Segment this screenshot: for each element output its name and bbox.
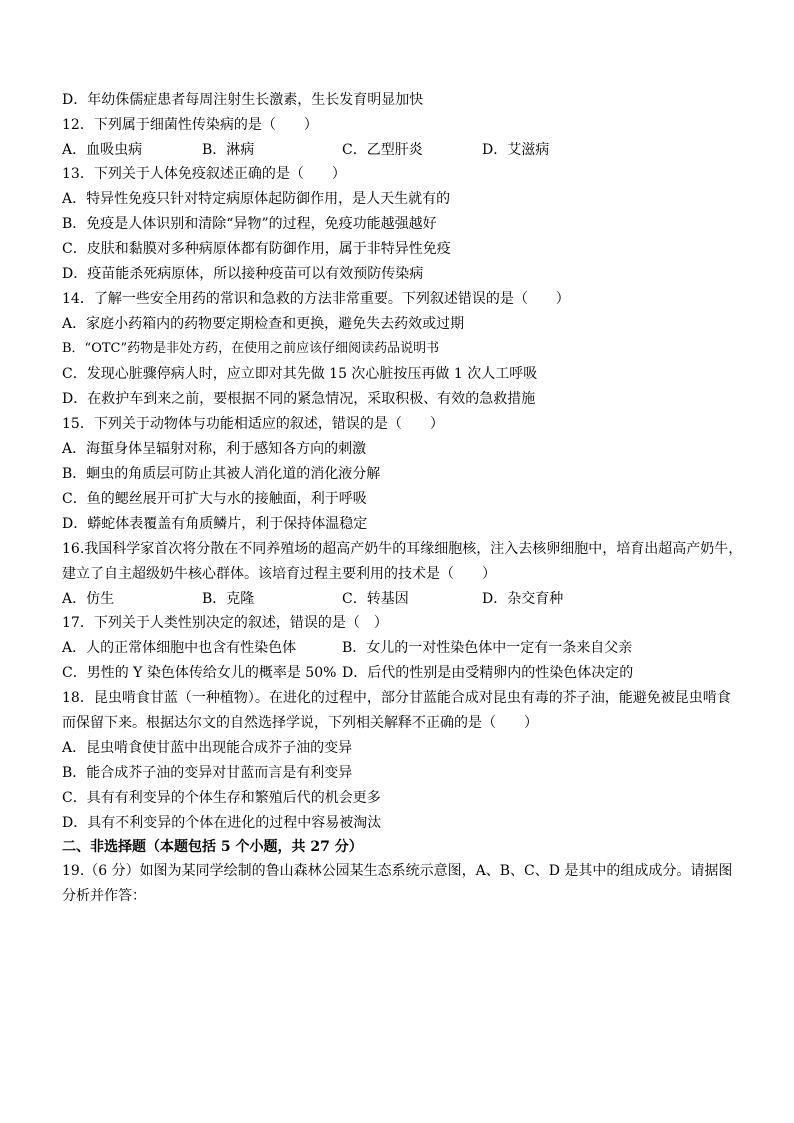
q16-option-d: D．杂交育种 xyxy=(482,591,564,607)
q16-stem-line1: 16.我国科学家首次将分散在不同养殖场的超高产奶牛的耳缘细胞核，注入去核卵细胞中，培育出超高产奶牛， xyxy=(62,541,743,557)
q11-option-d: D．年幼侏儒症患者每周注射生长激素，生长发育明显加快 xyxy=(62,92,424,108)
q17-stem: 17．下列关于人类性别决定的叙述，错误的是（ ） xyxy=(62,615,388,631)
q18-stem-line2: 而保留下来。根据达尔文的自然选择学说，下列相关解释不正确的是（ ） xyxy=(62,715,538,731)
q18-option-c: C．具有有利变异的个体生存和繁殖后代的机会更多 xyxy=(62,790,381,806)
q15-option-c: C．鱼的鳃丝展开可扩大与水的接触面，利于呼吸 xyxy=(62,491,367,507)
q13-option-a: A．特异性免疫只针对特定病原体起防御作用，是人天生就有的 xyxy=(62,191,451,207)
q16-stem-line2: 建立了自主超级奶牛核心群体。该培育过程主要利用的技术是（ ） xyxy=(62,566,496,582)
q12-option-b: B．淋病 xyxy=(202,142,255,158)
section-2-title: 二、非选择题（本题包括 5 个小题，共 27 分） xyxy=(62,839,363,855)
q17-option-a: A．人的正常体细胞中也含有性染色体 xyxy=(62,640,297,656)
q17-option-c: C．男性的 Y 染色体传给女儿的概率是 50% xyxy=(62,665,337,681)
q19-stem-line2: 分析并作答： xyxy=(62,888,146,904)
q14-option-d: D．在救护车到来之前，要根据不同的紧急情况，采取积极、有效的急救措施 xyxy=(62,391,536,407)
q18-option-a: A．昆虫啃食使甘蓝中出现能合成芥子油的变异 xyxy=(62,740,353,756)
q13-stem: 13．下列关于人体免疫叙述正确的是（ ） xyxy=(62,166,346,182)
q18-option-d: D．具有不利变异的个体在进化的过程中容易被淘汰 xyxy=(62,815,382,831)
q15-option-d: D．蟒蛇体表覆盖有角质鳞片，利于保持体温稳定 xyxy=(62,516,368,532)
q12-option-d: D．艾滋病 xyxy=(482,142,550,158)
q14-option-b: B．“OTC”药物是非处方药，在使用之前应该仔细阅读药品说明书 xyxy=(62,341,440,356)
q14-stem: 14．了解一些安全用药的常识和急救的方法非常重要。下列叙述错误的是（ ） xyxy=(62,291,570,307)
q13-option-c: C．皮肤和黏膜对多种病原体都有防御作用，属于非特异性免疫 xyxy=(62,241,451,257)
q16-option-b: B．克隆 xyxy=(202,591,255,607)
q14-option-c: C．发现心脏骤停病人时，应立即对其先做 15 次心脏按压再做 1 次人工呼吸 xyxy=(62,366,538,382)
q13-option-d: D．疫苗能杀死病原体，所以接种疫苗可以有效预防传染病 xyxy=(62,266,424,282)
q18-stem-line1: 18．昆虫啃食甘蓝（一种植物）。在进化的过程中，部分甘蓝能合成对昆虫有毒的芥子油，能避免被昆虫啃食 xyxy=(62,690,731,706)
q17-option-b: B．女儿的一对性染色体中一定有一条来自父亲 xyxy=(342,640,633,656)
q12-stem: 12．下列属于细菌性传染病的是（ ） xyxy=(62,117,318,133)
q12-option-a: A．血吸虫病 xyxy=(62,142,143,158)
q14-option-a: A．家庭小药箱内的药物要定期检查和更换，避免失去药效或过期 xyxy=(62,316,465,332)
q15-option-b: B．蛔虫的角质层可防止其被人消化道的消化液分解 xyxy=(62,466,381,482)
q13-option-b: B．免疫是人体识别和清除“异物”的过程，免疫功能越强越好 xyxy=(62,216,437,232)
q15-stem: 15．下列关于动物体与功能相适应的叙述，错误的是（ ） xyxy=(62,416,444,432)
q16-option-c: C．转基因 xyxy=(342,591,409,607)
q15-option-a: A．海蜇身体呈辐射对称，利于感知各方向的刺激 xyxy=(62,441,367,457)
q12-option-c: C．乙型肝炎 xyxy=(342,142,423,158)
q17-option-d: D．后代的性别是由受精卵内的性染色体决定的 xyxy=(342,665,634,681)
q18-option-b: B．能合成芥子油的变异对甘蓝而言是有利变异 xyxy=(62,765,353,781)
q16-option-a: A．仿生 xyxy=(62,591,115,607)
q19-stem-line1: 19.（6 分）如图为某同学绘制的鲁山森林公园某生态系统示意图，A、B、C、D 是其中的组成成分。请据图 xyxy=(62,863,733,879)
